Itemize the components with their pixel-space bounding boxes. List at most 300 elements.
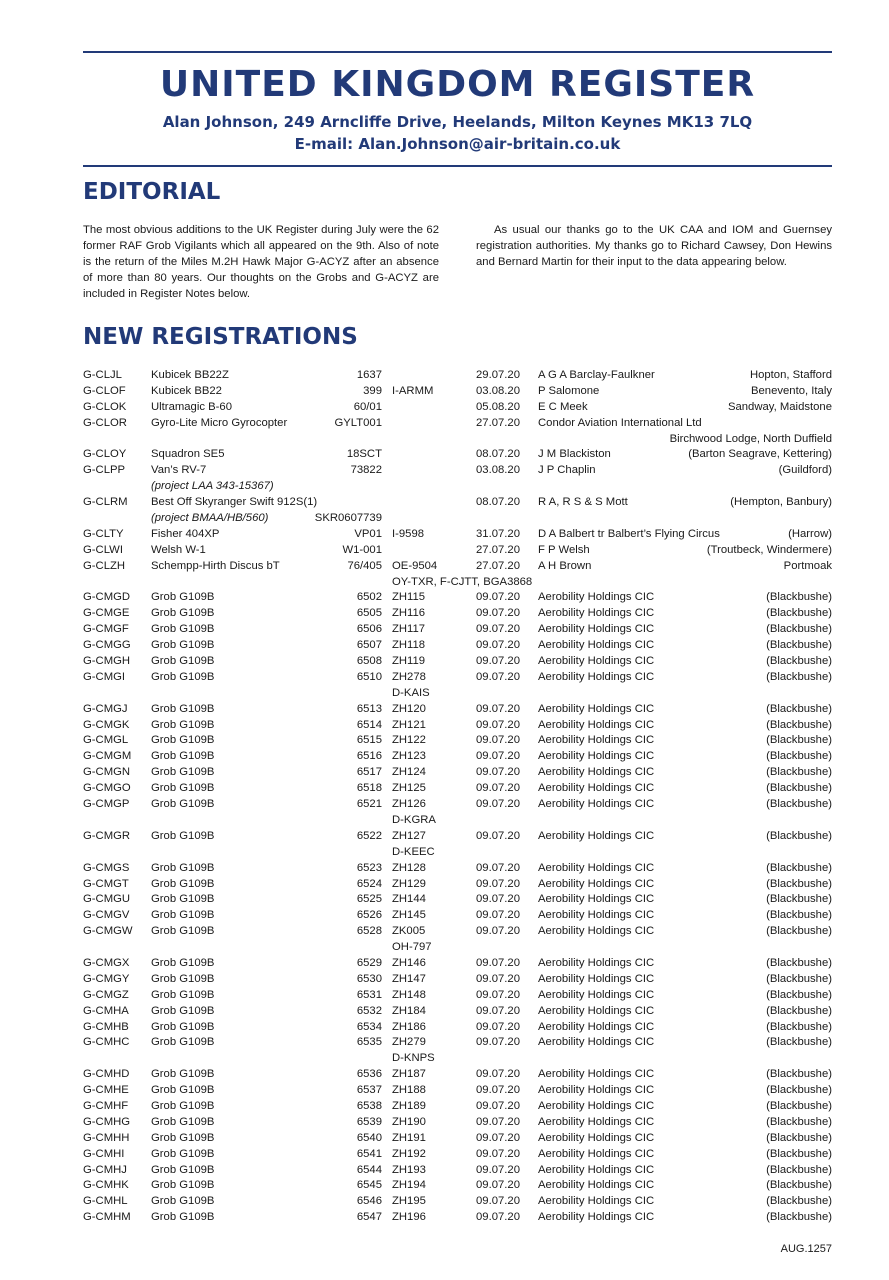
table-row [83,797,832,813]
constructor-number-cell: 6536 [356,1068,382,1081]
aircraft-type-cell: Grob G109B [151,1068,215,1081]
registration-date-cell: 09.07.20 [476,734,520,747]
aircraft-type-cell: Grob G109B [151,1195,215,1208]
registration-date-cell: 03.08.20 [476,384,520,397]
aircraft-type-cell: Grob G109B [151,702,215,715]
registration-date-cell: 09.07.20 [476,1068,520,1081]
table-row [83,543,832,559]
registration-date-cell: 09.07.20 [476,956,520,969]
registration-cell: G-CMGO [83,782,131,795]
aircraft-type-cell: Grob G109B [151,1036,215,1049]
constructor-number-cell: 6514 [356,718,382,731]
constructor-number-cell: 6535 [356,1036,382,1049]
registration-date-cell: 09.07.20 [476,1099,520,1112]
location-cell: (Blackbushe) [766,1131,832,1144]
constructor-number-cell: 6510 [356,670,382,683]
registration-cell: G-CMGP [83,798,130,811]
registration-cell: G-CMGV [83,909,130,922]
owner-cell: Aerobility Holdings CIC [538,909,655,922]
previous-identity-cell: ZH190 [392,1115,426,1128]
constructor-number-cell: 6524 [356,877,382,890]
aircraft-type-cell: Grob G109B [151,1115,215,1128]
registration-date-cell: 29.07.20 [476,369,520,381]
constructor-number-cell: 6526 [356,909,382,922]
table-row [83,368,832,384]
constructor-number-cell: 6525 [356,893,382,906]
aircraft-type-cell: Grob G109B [151,925,215,938]
previous-identity-cell: ZH128 [392,861,426,874]
previous-identity-cell: OY-TXR, F-CJTT, BGA3868 [392,575,533,588]
location-cell: (Blackbushe) [766,782,832,795]
owner-cell: Aerobility Holdings CIC [538,1084,655,1097]
registration-cell: G-CMHD [83,1068,130,1081]
owner-cell: Aerobility Holdings CIC [538,766,655,779]
aircraft-type-cell: Grob G109B [151,1020,215,1033]
location-cell: (Blackbushe) [766,655,832,668]
top-rule [83,51,832,53]
previous-identity-cell: ZH194 [392,1179,426,1192]
registration-date-cell: 09.07.20 [476,1163,520,1176]
registration-cell: G-CMGI [83,670,126,683]
registration-date-cell: 09.07.20 [476,988,520,1001]
aircraft-type-cell: Grob G109B [151,893,215,906]
owner-cell: Aerobility Holdings CIC [538,1211,655,1224]
email-line: E-mail: Alan.Johnson@air-britain.co.uk [294,135,621,153]
table-row [83,924,832,940]
previous-identity-cell: ZH122 [392,734,426,747]
aircraft-type-cell: Welsh W-1 [151,543,206,556]
table-row [83,892,832,908]
constructor-number-cell: 6538 [356,1099,382,1112]
registration-cell: G-CMGE [83,607,130,620]
new-registrations-heading: NEW REGISTRATIONS [83,324,358,350]
constructor-number-cell: 6515 [356,734,382,747]
registration-cell: G-CMGU [83,893,131,906]
owner-cell: Aerobility Holdings CIC [538,1195,655,1208]
aircraft-type-cell: Grob G109B [151,956,215,969]
aircraft-type-cell: Grob G109B [151,1131,215,1144]
registration-cell: G-CLWI [83,543,123,556]
previous-identity-cell: ZH193 [392,1163,426,1176]
constructor-number-cell: GYLT001 [334,416,382,429]
registration-cell: G-CMHL [83,1195,128,1208]
table-row [83,416,832,432]
registration-cell: G-CMHK [83,1179,129,1192]
header-bottom-rule [83,165,832,167]
previous-identity-cell: I-9598 [392,527,425,540]
registration-date-cell: 09.07.20 [476,909,520,922]
location-cell: Portmoak [783,559,832,572]
aircraft-type-cell: Grob G109B [151,607,215,620]
owner-cell: Aerobility Holdings CIC [538,607,655,620]
aircraft-type-cell: Grob G109B [151,829,215,842]
constructor-number-cell: 6547 [356,1211,382,1224]
registration-cell: G-CMHA [83,1004,129,1017]
table-row [83,877,832,893]
registration-date-cell: 09.07.20 [476,702,520,715]
owner-cell: Aerobility Holdings CIC [538,782,655,795]
aircraft-type-cell: Grob G109B [151,1211,215,1224]
registration-date-cell: 09.07.20 [476,829,520,842]
aircraft-type-cell: Grob G109B [151,1004,215,1017]
previous-identity-cell: ZH117 [392,623,426,636]
registrations-table [83,368,832,1226]
constructor-number-cell: 6540 [356,1131,382,1144]
registration-date-cell: 09.07.20 [476,1004,520,1017]
owner-cell: A G A Barclay-Faulkner [538,369,655,381]
previous-identity-cell: ZH195 [392,1195,426,1208]
aircraft-type-cell: Van’s RV-7 [151,464,207,477]
constructor-number-cell: 399 [363,384,382,397]
table-row [83,940,832,956]
constructor-number-cell: 18SCT [346,448,382,461]
location-cell: (Blackbushe) [766,623,832,636]
registration-date-cell: 27.07.20 [476,543,520,556]
registration-date-cell: 09.07.20 [476,1195,520,1208]
table-row [83,861,832,877]
editorial-paragraph-1: The most obvious additions to the UK Register during July were the 62 former RAF Grob Vigilants which all appeared on the 9th. Also of note is the return of the Miles M.2H Hawk Major G-ACYZ after an absence of more than 80 years. Our thoughts on the Grobs and G-ACYZ are included in Register Notes below. [83,224,439,300]
registration-cell: G-CMGR [83,829,131,842]
location-cell: (Barton Seagrave, Kettering) [688,448,832,461]
registration-date-cell: 31.07.20 [476,527,520,540]
owner-cell: Aerobility Holdings CIC [538,829,655,842]
registration-cell: G-CLRM [83,496,128,509]
owner-cell: Aerobility Holdings CIC [538,702,655,715]
registration-date-cell: 27.07.20 [476,416,520,429]
registration-date-cell: 09.07.20 [476,591,520,604]
registration-cell: G-CMGW [83,925,133,938]
registration-cell: G-CLPP [83,464,126,477]
previous-identity-cell: ZH192 [392,1147,426,1160]
location-cell: (Blackbushe) [766,925,832,938]
aircraft-type-cell: Schempp-Hirth Discus bT [151,559,280,572]
location-cell: (Blackbushe) [766,1211,832,1224]
table-row [83,765,832,781]
registration-date-cell: 27.07.20 [476,559,520,572]
registration-cell: G-CMHI [83,1147,125,1160]
table-row [83,447,832,463]
registration-cell: G-CMGL [83,734,129,747]
constructor-number-cell: 6507 [356,639,382,652]
editorial-heading: EDITORIAL [83,179,221,205]
table-row [83,622,832,638]
location-cell: (Guildford) [778,464,832,477]
previous-identity-cell: ZH123 [392,750,426,763]
constructor-number-cell: 6545 [356,1179,382,1192]
registration-cell: G-CMGZ [83,988,129,1001]
aircraft-type-cell: Grob G109B [151,1147,215,1160]
registration-date-cell: 09.07.20 [476,639,520,652]
location-cell: (Blackbushe) [766,1163,832,1176]
table-row [83,1083,832,1099]
registration-cell: G-CMGD [83,591,131,604]
location-cell: (Blackbushe) [766,639,832,652]
registration-cell: G-CLOK [83,400,127,413]
table-row [83,718,832,734]
constructor-number-cell: 6544 [356,1163,382,1176]
registration-date-cell: 09.07.20 [476,718,520,731]
table-row [83,1147,832,1163]
aircraft-type-cell: Grob G109B [151,639,215,652]
constructor-number-cell: 76/405 [347,559,382,572]
constructor-number-cell: 6517 [356,766,382,779]
owner-cell: Condor Aviation International Ltd [538,416,702,429]
registration-cell: G-CMGS [83,861,130,874]
registration-cell: G-CMHM [83,1211,131,1224]
table-row [83,1099,832,1115]
table-row [83,1004,832,1020]
previous-identity-cell: D-KGRA [392,813,436,826]
registration-date-cell: 09.07.20 [476,782,520,795]
owner-cell: Aerobility Holdings CIC [538,670,655,683]
owner-cell: Aerobility Holdings CIC [538,798,655,811]
constructor-number-cell: 6530 [356,972,382,985]
previous-identity-cell: ZH184 [392,1004,426,1017]
registration-date-cell: 09.07.20 [476,877,520,890]
previous-identity-cell: ZH115 [392,591,426,604]
aircraft-type-cell: Grob G109B [151,750,215,763]
owner-cell: Aerobility Holdings CIC [538,639,655,652]
owner-cell: D A Balbert tr Balbert’s Flying Circus [538,527,720,540]
location-cell: (Harrow) [788,527,832,540]
owner-cell: Aerobility Holdings CIC [538,623,655,636]
registration-cell: G-CLTY [83,527,124,540]
previous-identity-cell: ZH147 [392,972,426,985]
registration-date-cell: 09.07.20 [476,925,520,938]
table-row [83,829,832,845]
table-row [83,463,832,479]
aircraft-type-cell: Grob G109B [151,655,215,668]
table-row [83,702,832,718]
previous-identity-cell: ZH186 [392,1020,426,1033]
constructor-number-cell: 6508 [356,655,382,668]
registration-cell: G-CMGT [83,877,129,890]
table-row [83,781,832,797]
registration-cell: G-CMGG [83,639,131,652]
owner-cell: Aerobility Holdings CIC [538,1131,655,1144]
registration-cell: G-CLOR [83,416,127,429]
aircraft-type-cell: (project LAA 343-15367) [151,480,274,493]
previous-identity-cell: ZH116 [392,607,426,620]
location-cell: Sandway, Maidstone [727,400,832,413]
location-cell: (Blackbushe) [766,1036,832,1049]
registration-date-cell: 09.07.20 [476,861,520,874]
location-cell: (Blackbushe) [766,861,832,874]
constructor-number-cell: 6532 [356,1004,382,1017]
registration-cell: G-CMGY [83,972,130,985]
registration-date-cell: 08.07.20 [476,496,520,509]
registration-date-cell: 09.07.20 [476,623,520,636]
owner-cell: Aerobility Holdings CIC [538,1020,655,1033]
constructor-number-cell: 6518 [356,782,382,795]
page-title: UNITED KINGDOM REGISTER [159,64,756,105]
aircraft-type-cell: Grob G109B [151,798,215,811]
owner-cell: Aerobility Holdings CIC [538,655,655,668]
owner-cell: Aerobility Holdings CIC [538,1068,655,1081]
registration-cell: G-CMGJ [83,702,128,715]
previous-identity-cell: ZH121 [392,718,426,731]
aircraft-type-cell: Gyro-Lite Micro Gyrocopter [151,416,288,429]
registration-date-cell: 09.07.20 [476,766,520,779]
previous-identity-cell: ZH146 [392,956,426,969]
owner-cell: Aerobility Holdings CIC [538,1036,655,1049]
previous-identity-cell: ZH145 [392,909,426,922]
location-cell: (Blackbushe) [766,750,832,763]
registration-date-cell: 09.07.20 [476,972,520,985]
previous-identity-cell: ZH191 [392,1131,426,1144]
owner-cell: Aerobility Holdings CIC [538,861,655,874]
registration-cell: G-CLZH [83,559,126,572]
location-cell: (Blackbushe) [766,718,832,731]
owner-cell: Aerobility Holdings CIC [538,877,655,890]
page-reference: AUG.1257 [780,1243,832,1255]
location-cell: (Blackbushe) [766,1004,832,1017]
location-cell: (Blackbushe) [766,734,832,747]
owner-cell: R A, R S & S Mott [538,496,628,509]
constructor-number-cell: 60/01 [353,400,382,413]
location-cell: (Blackbushe) [766,1068,832,1081]
aircraft-type-cell: Ultramagic B-60 [151,400,232,413]
editorial-paragraph-2: As usual our thanks go to the UK CAA and IOM and Guernsey registration authorities. My thanks go to Richard Cawsey, Don Hewins and Bernard Martin for their input to the data appearing below. [476,224,832,268]
registration-date-cell: 09.07.20 [476,1131,520,1144]
table-row [83,400,832,416]
constructor-number-cell: 6521 [356,798,382,811]
table-row [83,527,832,543]
aircraft-type-cell: Grob G109B [151,861,215,874]
table-row [83,972,832,988]
registration-date-cell: 09.07.20 [476,1020,520,1033]
registration-cell: G-CMHJ [83,1163,127,1176]
registration-date-cell: 09.07.20 [476,607,520,620]
previous-identity-cell: ZH126 [392,798,426,811]
location-cell: (Blackbushe) [766,1115,832,1128]
table-row [83,1035,832,1051]
previous-identity-cell: ZH189 [392,1099,426,1112]
constructor-number-cell: 6539 [356,1115,382,1128]
table-row [83,988,832,1004]
constructor-number-cell: 73822 [350,464,382,477]
previous-identity-cell: ZH129 [392,877,426,890]
owner-cell: Aerobility Holdings CIC [538,956,655,969]
constructor-number-cell: 1637 [356,369,382,381]
registration-cell: G-CMGK [83,718,130,731]
table-row [83,1210,832,1226]
registration-cell: G-CMGX [83,956,130,969]
location-cell: (Blackbushe) [766,909,832,922]
table-row [83,813,832,829]
table-row [83,686,832,702]
table-row [83,1163,832,1179]
table-row [83,590,832,606]
aircraft-type-cell: Grob G109B [151,591,215,604]
location-cell: (Blackbushe) [766,670,832,683]
aircraft-type-cell: Grob G109B [151,734,215,747]
table-row [83,638,832,654]
registration-cell: G-CMGH [83,655,131,668]
location-cell: (Blackbushe) [766,591,832,604]
previous-identity-cell: D-KEEC [392,845,435,858]
table-row [83,749,832,765]
constructor-number-cell: W1-001 [342,543,382,556]
constructor-number-cell: 6516 [356,750,382,763]
aircraft-type-cell: Grob G109B [151,670,215,683]
location-cell: (Troutbeck, Windermere) [706,543,832,556]
previous-identity-cell: ZH118 [392,639,426,652]
location-cell: Birchwood Lodge, North Duffield [669,432,832,445]
registration-cell: G-CMHF [83,1099,129,1112]
aircraft-type-cell: Grob G109B [151,1084,215,1097]
aircraft-type-cell: Squadron SE5 [151,448,225,461]
registration-date-cell: 08.07.20 [476,448,520,461]
previous-identity-cell: ZH144 [392,893,426,906]
location-cell: (Blackbushe) [766,972,832,985]
registration-cell: G-CLJL [83,369,122,381]
owner-cell: Aerobility Holdings CIC [538,1179,655,1192]
owner-cell: Aerobility Holdings CIC [538,1147,655,1160]
owner-cell: J M Blackiston [538,448,611,461]
table-row [83,1020,832,1036]
previous-identity-cell: D-KAIS [392,686,430,699]
owner-cell: Aerobility Holdings CIC [538,988,655,1001]
registration-cell: G-CMHE [83,1084,129,1097]
location-cell: (Blackbushe) [766,766,832,779]
registration-date-cell: 09.07.20 [476,670,520,683]
constructor-number-cell: 6537 [356,1084,382,1097]
previous-identity-cell: D-KNPS [392,1052,435,1065]
previous-identity-cell: OH-797 [392,941,432,954]
aircraft-type-cell: Fisher 404XP [151,527,220,540]
registration-date-cell: 09.07.20 [476,1211,520,1224]
location-cell: (Blackbushe) [766,1179,832,1192]
constructor-number-cell: 6506 [356,623,382,636]
location-cell: (Blackbushe) [766,1147,832,1160]
registration-cell: G-CLOY [83,448,127,461]
constructor-number-cell: 6531 [356,988,382,1001]
registration-date-cell: 09.07.20 [476,1179,520,1192]
table-row [83,956,832,972]
owner-cell: Aerobility Holdings CIC [538,972,655,985]
registration-cell: G-CMHG [83,1115,131,1128]
registration-date-cell: 09.07.20 [476,1036,520,1049]
registration-cell: G-CMGF [83,623,129,636]
location-cell: (Blackbushe) [766,1084,832,1097]
table-row [83,559,832,575]
registration-date-cell: 09.07.20 [476,655,520,668]
table-row [83,495,832,511]
aircraft-type-cell: Grob G109B [151,988,215,1001]
location-cell: (Hempton, Banbury) [730,496,832,509]
location-cell: (Blackbushe) [766,607,832,620]
location-cell: (Blackbushe) [766,893,832,906]
registration-cell: G-CMHC [83,1036,130,1049]
registration-date-cell: 05.08.20 [476,400,520,413]
location-cell: (Blackbushe) [766,829,832,842]
previous-identity-cell: ZH127 [392,829,426,842]
owner-cell: J P Chaplin [538,464,596,477]
aircraft-type-cell: Grob G109B [151,1163,215,1176]
constructor-number-cell: 6523 [356,861,382,874]
registration-cell: G-CMGM [83,750,132,763]
owner-cell: E C Meek [538,400,588,413]
location-cell: (Blackbushe) [766,877,832,890]
owner-cell: Aerobility Holdings CIC [538,1099,655,1112]
aircraft-type-cell: Grob G109B [151,972,215,985]
contact-line: Alan Johnson, 249 Arncliffe Drive, Heelands, Milton Keynes MK13 7LQ [162,113,753,131]
previous-identity-cell: ZH120 [392,702,426,715]
table-row [83,511,832,527]
constructor-number-cell: 6546 [356,1195,382,1208]
registration-date-cell: 09.07.20 [476,798,520,811]
